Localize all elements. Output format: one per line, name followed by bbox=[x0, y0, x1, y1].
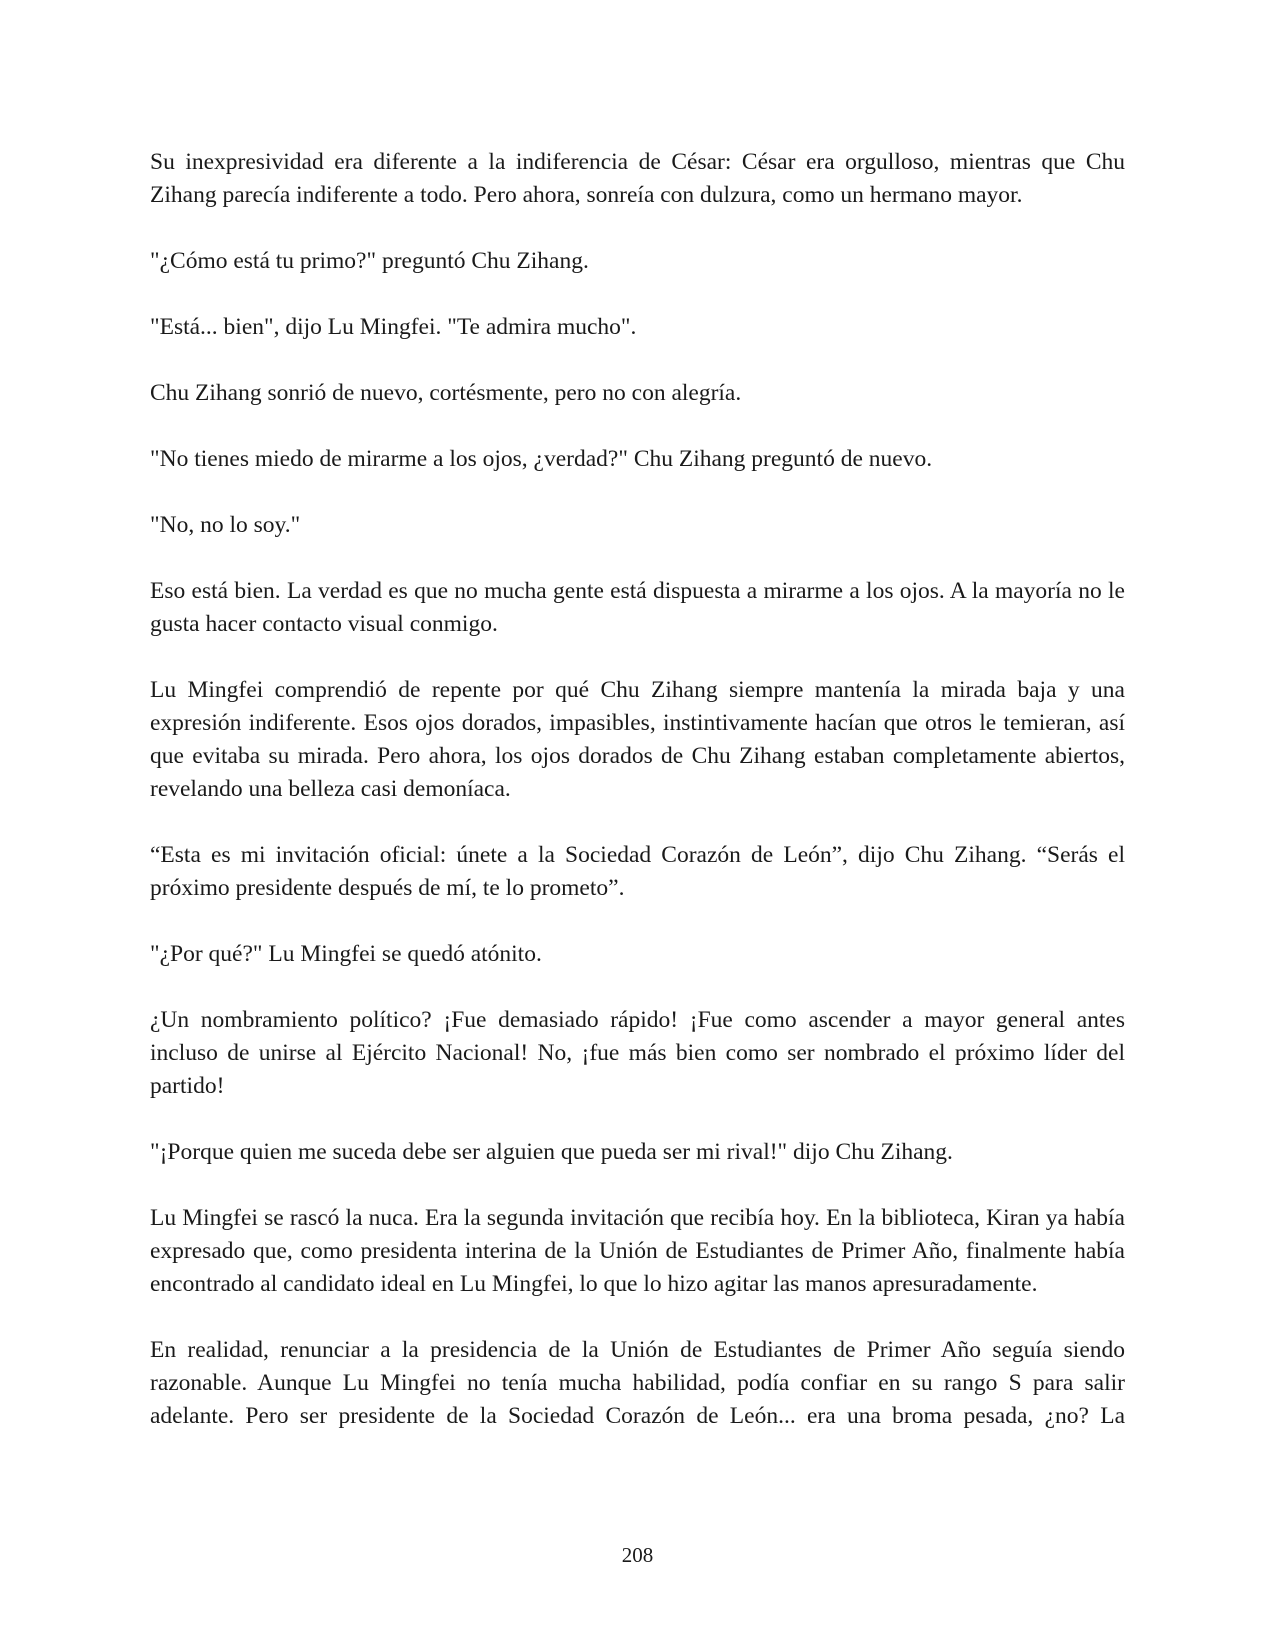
paragraph: "No, no lo soy." bbox=[150, 512, 301, 538]
paragraph: Lu Mingfei comprendió de repente por qué Chu Zihang siempre mantenía la mirada baja y una expresión indiferente. Esos ojos dorados, impasibles, instintivamente hacían que otros le temieran, así que evitaba su mirada. Pero ahora, los ojos dorados de Chu Zihang estaban completamente abiertos, revelando una belleza casi demoníaca. bbox=[150, 677, 1125, 802]
paragraph: "No tienes miedo de mirarme a los ojos, ¿verdad?" Chu Zihang preguntó de nuevo. bbox=[150, 446, 933, 472]
page-number: 208 bbox=[621, 1543, 654, 1567]
paragraph: "¿Cómo está tu primo?" preguntó Chu Zihang. bbox=[150, 248, 589, 274]
paragraph: "¡Porque quien me suceda debe ser alguien que pueda ser mi rival!" dijo Chu Zihang. bbox=[150, 1139, 953, 1165]
paragraph: “Esta es mi invitación oficial: únete a la Sociedad Corazón de León”, dijo Chu Zihang. “Serás el próximo presidente después de mí, te lo prometo”. bbox=[150, 842, 1125, 901]
paragraph: Lu Mingfei se rascó la nuca. Era la segunda invitación que recibía hoy. En la biblioteca, Kiran ya había expresado que, como presidenta interina de la Unión de Estudiantes de Primer Año, finalmente había encontrado al candidato ideal en Lu Mingfei, lo que lo hizo agitar las manos apresuradamente. bbox=[150, 1205, 1125, 1297]
paragraph: Chu Zihang sonrió de nuevo, cortésmente, pero no con alegría. bbox=[150, 380, 742, 406]
paragraph: "¿Por qué?" Lu Mingfei se quedó atónito. bbox=[150, 941, 542, 967]
paragraph: ¿Un nombramiento político? ¡Fue demasiado rápido! ¡Fue como ascender a mayor general antes incluso de unirse al Ejército Nacional! No, ¡fue más bien como ser nombrado el próximo líder del partido! bbox=[150, 1007, 1125, 1099]
paragraph: Su inexpresividad era diferente a la indiferencia de César: César era orgulloso, mientras que Chu Zihang parecía indiferente a todo. Pero ahora, sonreía con dulzura, como un hermano mayor. bbox=[150, 149, 1125, 208]
paragraph: En realidad, renunciar a la presidencia de la Unión de Estudiantes de Primer Año seguía siendo razonable. Aunque Lu Mingfei no tenía mucha habilidad, podía confiar en su rango S para salir adelante. Pero ser presidente de la Sociedad Corazón de León... era una broma pesada, ¿no? La bbox=[150, 1337, 1125, 1429]
paragraph: Eso está bien. La verdad es que no mucha gente está dispuesta a mirarme a los ojos. A la mayoría no le gusta hacer contacto visual conmigo. bbox=[150, 578, 1125, 637]
paragraph: "Está... bien", dijo Lu Mingfei. "Te admira mucho". bbox=[150, 314, 637, 340]
body-text bbox=[150, 146, 1125, 1433]
